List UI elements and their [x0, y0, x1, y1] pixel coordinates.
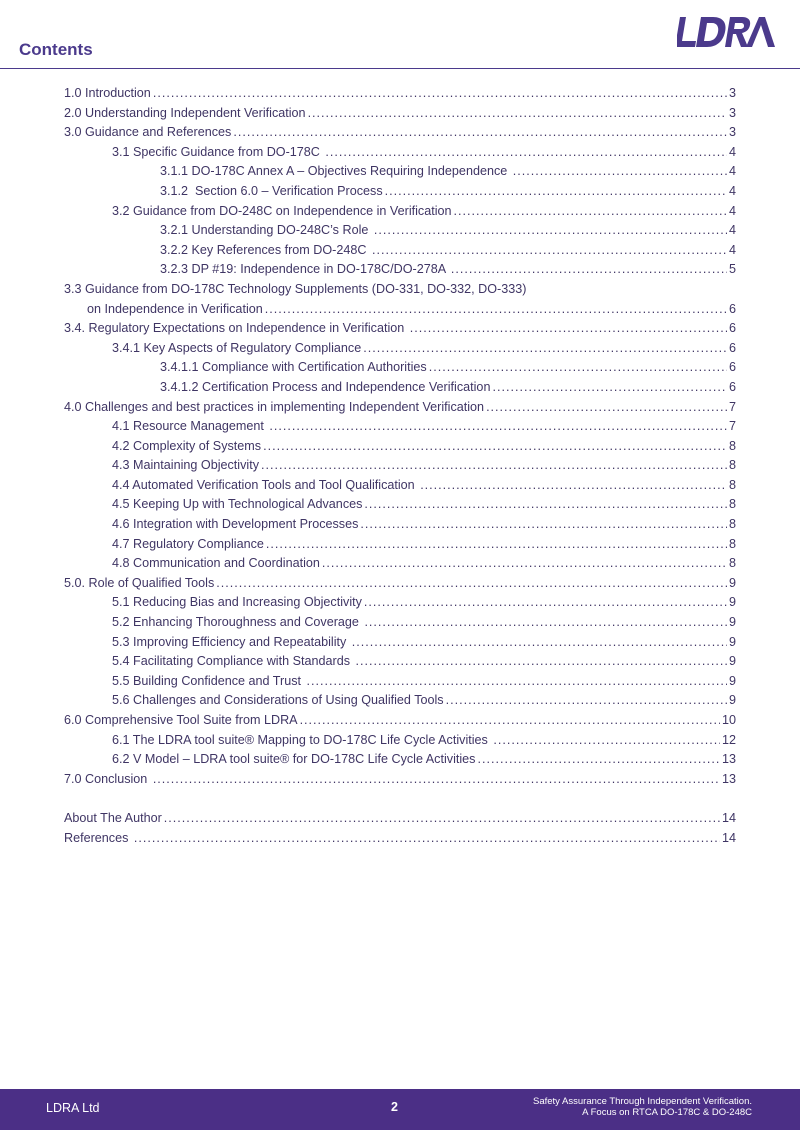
toc-entry-page: 4 [728, 203, 736, 218]
toc-entry-title: References [64, 830, 132, 845]
toc-entry-page: 14 [721, 810, 736, 825]
toc-leader-dots [492, 378, 727, 398]
toc-leader-dots [372, 241, 727, 261]
toc-leader-dots [164, 809, 720, 829]
toc-leader-dots [385, 182, 727, 202]
toc-entry-title: 7.0 Conclusion [64, 771, 151, 786]
toc-entry-title: 3.4.1 Key Aspects of Regulatory Compliance [112, 340, 362, 355]
toc-leader-dots [300, 711, 720, 731]
toc-entry-page: 7 [728, 419, 736, 434]
toc-entry-title: 4.8 Communication and Coordination [112, 556, 320, 571]
toc-entry-title: 5.2 Enhancing Thoroughness and Coverage [112, 615, 363, 630]
toc-entry-page: 7 [728, 399, 736, 414]
toc-entry-page: 8 [728, 556, 736, 571]
toc-entry[interactable] [64, 613, 736, 633]
toc-entry[interactable] [64, 691, 736, 711]
toc-entry[interactable] [64, 417, 736, 437]
toc-leader-dots [513, 162, 727, 182]
toc-leader-dots [153, 770, 720, 790]
toc-leader-dots [134, 829, 720, 849]
toc-entry-title: 5.4 Facilitating Compliance with Standards [112, 654, 354, 669]
toc-entry-page: 12 [721, 732, 736, 747]
toc-entry[interactable] [64, 339, 736, 359]
toc-entry-page: 9 [728, 595, 736, 610]
toc-entry[interactable] [64, 731, 736, 751]
toc-leader-dots [216, 574, 727, 594]
toc-entry-page: 10 [721, 713, 736, 727]
toc-entry[interactable] [64, 711, 736, 731]
toc-entry-page: 9 [728, 615, 736, 630]
toc-leader-dots [410, 319, 727, 339]
toc-entry[interactable] [64, 495, 736, 515]
toc-entry-title: 3.2.3 DP #19: Independence in DO-178C/DO-278A [160, 262, 449, 277]
toc-leader-dots [153, 84, 727, 104]
toc-entry-title: 4.4 Automated Verification Tools and Tool Qualification [112, 477, 419, 492]
toc-entry[interactable] [64, 241, 736, 261]
toc-entry-title: 3.2 Guidance from DO-248C on Independence in Verification [112, 203, 452, 218]
page-footer [0, 1089, 800, 1130]
toc-leader-dots [486, 398, 727, 418]
toc-entry-page: 8 [728, 536, 736, 551]
toc-entry[interactable] [64, 770, 736, 790]
toc-entry-page: 4 [728, 223, 736, 238]
toc-leader-dots [233, 123, 727, 143]
toc-entry-title: 4.6 Integration with Development Processes [112, 517, 359, 532]
toc-leader-dots [269, 417, 727, 437]
toc-entry[interactable] [64, 319, 736, 339]
toc-entry[interactable] [64, 398, 736, 418]
toc-leader-dots [364, 495, 727, 515]
toc-entry-page: 13 [721, 771, 736, 786]
toc-leader-dots [261, 456, 727, 476]
toc-entry[interactable] [64, 574, 736, 594]
toc-entry-page: 4 [728, 164, 736, 179]
ldra-logo [677, 14, 778, 50]
toc-leader-dots [364, 613, 727, 633]
toc-entry[interactable] [64, 829, 736, 849]
toc-entry-page: 6 [728, 360, 736, 375]
toc-entry[interactable] [64, 554, 736, 574]
toc-leader-dots [363, 339, 727, 359]
toc-entry[interactable] [64, 162, 736, 182]
toc-entry-title: 4.5 Keeping Up with Technological Advances [112, 497, 363, 512]
toc-leader-dots [322, 554, 727, 574]
toc-entry-title: 4.1 Resource Management [112, 419, 268, 434]
toc-entry[interactable] [64, 182, 736, 202]
toc-entry-page: 9 [728, 654, 736, 669]
toc-entry-title: 3.0 Guidance and References [64, 125, 232, 140]
toc-entry[interactable] [64, 143, 736, 163]
toc-entry-page: 8 [728, 458, 736, 473]
toc-entry-page: 8 [728, 497, 736, 512]
toc-leader-dots [429, 358, 727, 378]
toc-entry-page: 9 [728, 693, 736, 708]
toc-entry-title: 3.3 Guidance from DO-178C Technology Supplements (DO-331, DO-332, DO-333) [64, 281, 527, 296]
toc-entry-page: 6 [728, 340, 736, 355]
toc-entry[interactable] [64, 535, 736, 555]
toc-entry-title: 5.6 Challenges and Considerations of Using Qualified Tools [112, 693, 444, 708]
toc-leader-dots [364, 593, 727, 613]
toc-entry[interactable] [64, 221, 736, 241]
toc-entry-title: 1.0 Introduction [64, 86, 151, 100]
toc-entry[interactable] [64, 672, 736, 692]
toc-entry[interactable] [64, 202, 736, 222]
toc-entry-title: 3.1 Specific Guidance from DO-178C [112, 144, 324, 159]
page-title: Contents [19, 40, 93, 59]
toc-entry[interactable] [64, 515, 736, 535]
toc-leader-dots [420, 476, 727, 496]
toc-entry-title: 3.2.2 Key References from DO-248C [160, 242, 370, 257]
toc-entry-page: 3 [728, 105, 736, 120]
toc-entry-page: 6 [728, 321, 736, 336]
toc-leader-dots [360, 515, 727, 535]
table-of-contents [64, 84, 736, 848]
toc-leader-dots [446, 691, 727, 711]
toc-entry-title: 2.0 Understanding Independent Verification [64, 105, 306, 120]
toc-entry-title: 3.4.1.2 Certification Process and Independence Verification [160, 379, 491, 394]
toc-entry-page: 4 [728, 183, 736, 198]
toc-entry-page: 4 [728, 144, 736, 159]
toc-entry[interactable] [64, 633, 736, 653]
toc-entry[interactable] [64, 476, 736, 496]
toc-entry-page: 6 [728, 379, 736, 394]
toc-leader-dots [451, 260, 727, 280]
toc-entry-title: 3.1.1 DO-178C Annex A – Objectives Requiring Independence [160, 164, 511, 179]
toc-leader-dots [493, 731, 720, 751]
toc-entry-title: on Independence in Verification [87, 301, 263, 316]
toc-entry-page: 4 [728, 242, 736, 257]
toc-entry[interactable] [64, 437, 736, 457]
toc-leader-dots [266, 535, 727, 555]
toc-entry-title: 5.1 Reducing Bias and Increasing Objectivity [112, 595, 362, 610]
toc-entry-page: 9 [728, 575, 736, 590]
toc-entry-title: 4.0 Challenges and best practices in implementing Independent Verification [64, 399, 485, 414]
footer-page-number: 2 [391, 1100, 398, 1114]
toc-entry-page: 9 [728, 673, 736, 688]
toc-entry-page: 8 [728, 438, 736, 453]
toc-entry-title: 4.3 Maintaining Objectivity [112, 458, 259, 473]
toc-entry-page: 9 [728, 634, 736, 649]
toc-entry-title: 4.7 Regulatory Compliance [112, 536, 264, 551]
footer-document-title [452, 1096, 752, 1118]
toc-entry-title: 4.2 Complexity of Systems [112, 438, 262, 453]
toc-leader-dots [265, 300, 727, 320]
page-header [0, 0, 800, 72]
toc-entry-title: 3.4. Regulatory Expectations on Independence in Verification [64, 321, 408, 336]
toc-entry-page: 8 [728, 477, 736, 492]
toc-entry-page: 6 [728, 301, 736, 316]
toc-leader-dots [352, 633, 727, 653]
toc-entry-page: 3 [728, 125, 736, 140]
toc-entry-page: 14 [721, 830, 736, 845]
toc-entry[interactable] [64, 809, 736, 829]
toc-entry-title: 6.1 The LDRA tool suite® Mapping to DO-178C Life Cycle Activities [112, 732, 492, 747]
toc-leader-dots [356, 652, 727, 672]
toc-entry-title: 5.0. Role of Qualified Tools [64, 575, 215, 590]
toc-entry[interactable] [64, 260, 736, 280]
toc-entry-page: 5 [728, 262, 736, 277]
toc-leader-dots [308, 104, 727, 124]
toc-entry-title: 3.2.1 Understanding DO-248C’s Role [160, 223, 372, 238]
toc-leader-dots [325, 143, 727, 163]
toc-entry[interactable] [64, 280, 736, 300]
toc-entry[interactable] [64, 378, 736, 398]
toc-entry-title: 3.4.1.1 Compliance with Certification Authorities [160, 360, 427, 375]
toc-entry[interactable] [64, 123, 736, 143]
toc-leader-dots [374, 221, 727, 241]
toc-entry-page: 3 [728, 86, 736, 100]
toc-entry[interactable] [64, 593, 736, 613]
toc-entry[interactable] [64, 84, 736, 104]
toc-entry[interactable] [64, 456, 736, 476]
footer-doc-title-line2: A Focus on RTCA DO-178C & DO-248C [582, 1107, 752, 1118]
toc-leader-dots [263, 437, 727, 457]
toc-entry[interactable] [64, 104, 736, 124]
toc-entry-title: 6.2 V Model – LDRA tool suite® for DO-178C Life Cycle Activities [112, 752, 476, 767]
toc-leader-dots [477, 750, 720, 770]
header-divider [0, 68, 800, 69]
toc-entry[interactable] [64, 300, 736, 320]
toc-entry-title: 6.0 Comprehensive Tool Suite from LDRA [64, 713, 298, 727]
footer-company: LDRA Ltd [46, 1101, 100, 1115]
toc-entry-page: 8 [728, 517, 736, 532]
toc-entry[interactable] [64, 750, 736, 770]
toc-entry-page: 13 [721, 752, 736, 767]
toc-entry[interactable] [64, 358, 736, 378]
toc-entry-title: 3.1.2 Section 6.0 – Verification Process [160, 183, 383, 198]
toc-entry[interactable] [64, 652, 736, 672]
toc-leader-dots [454, 202, 727, 222]
toc-entry-title: 5.5 Building Confidence and Trust [112, 673, 305, 688]
toc-entry-title: 5.3 Improving Efficiency and Repeatability [112, 634, 350, 649]
footer-doc-title-line1: Safety Assurance Through Independent Verification. [532, 1096, 752, 1107]
toc-leader-dots [307, 672, 727, 692]
toc-entry-title: About The Author [64, 810, 162, 825]
